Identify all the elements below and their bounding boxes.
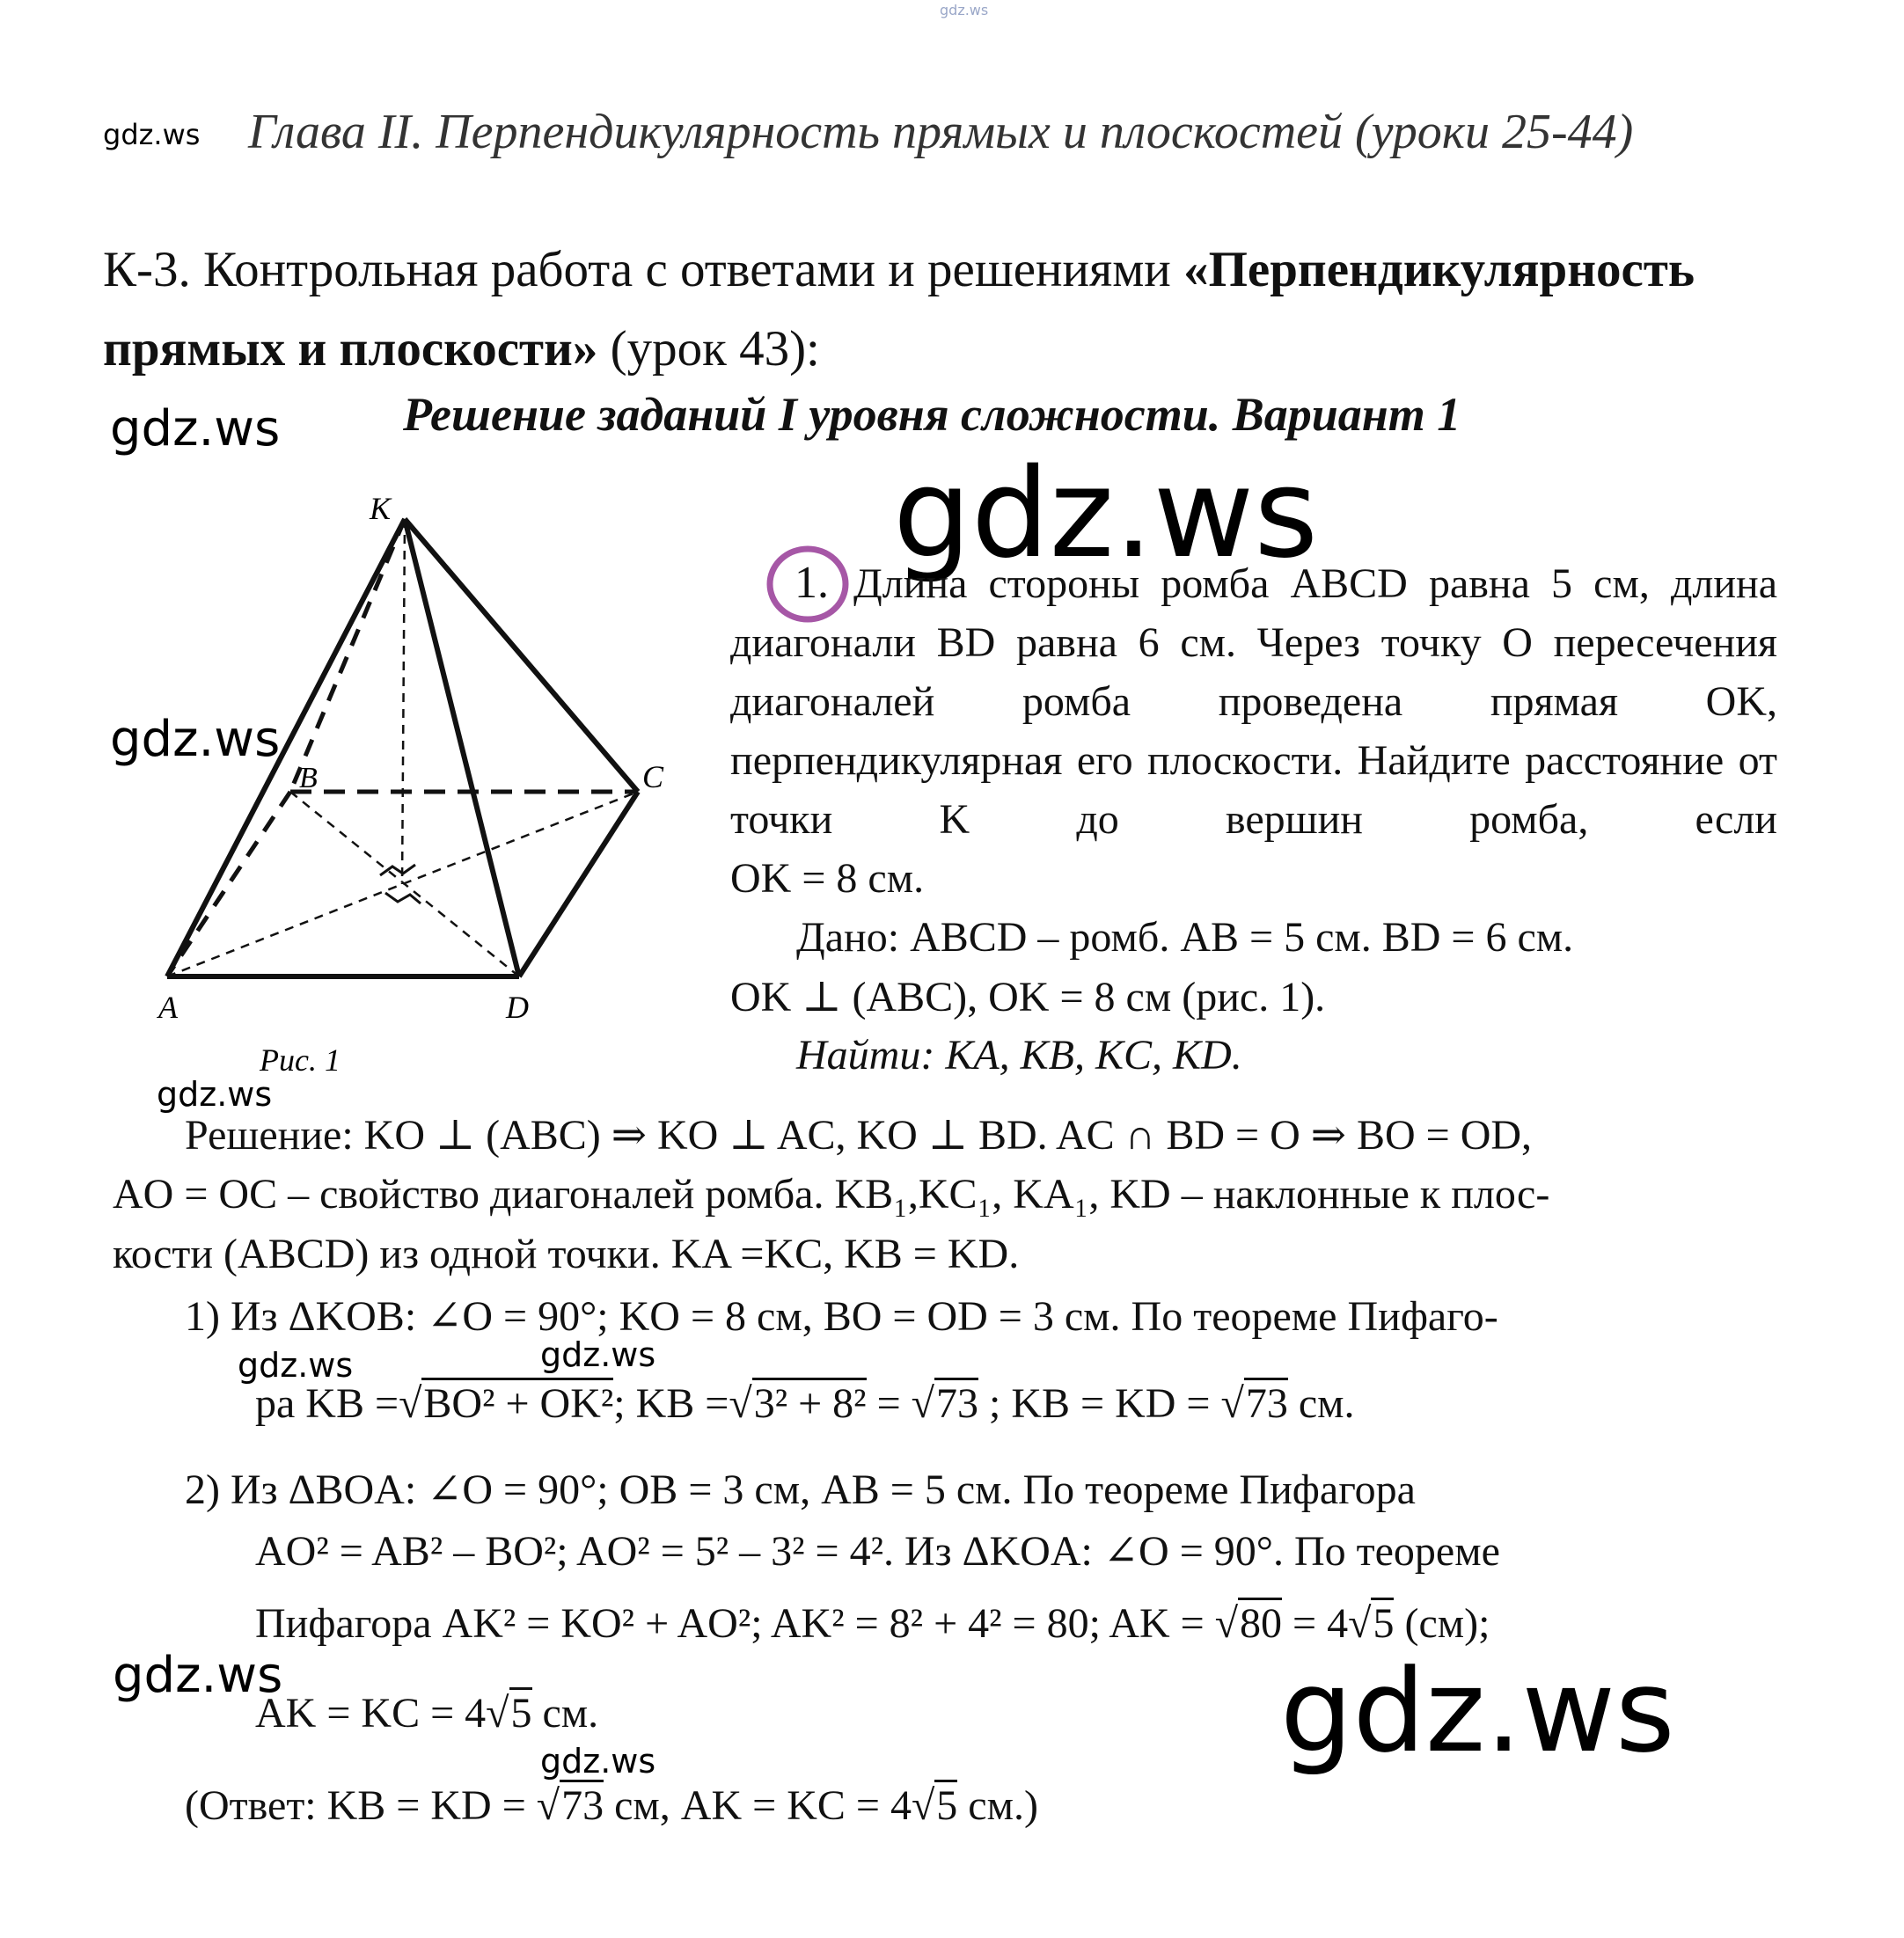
step2-c-root1: 80 (1238, 1598, 1282, 1647)
watermark-header: gdz.ws (103, 118, 201, 151)
step1-b-end: ; KB = KD = (978, 1380, 1221, 1427)
label-K: K (370, 491, 392, 526)
figure-caption: Рис. 1 (260, 1042, 341, 1078)
step1-b-eq: = (866, 1380, 912, 1427)
label-C: C (642, 759, 664, 794)
problem-body: Длина стороны ромба ABCD равна 5 см, длина диагонали BD равна 6 см. Через точку O пересечения диагоналей ромба проведена прямая OK, перпендикулярная его плоскости. Найдите расстояние от точки K до вершин ромба, если (730, 560, 1777, 843)
page-title (103, 230, 1810, 389)
step2-d-root: 5 (509, 1687, 532, 1737)
watermark-left-3: gdz.ws (113, 1647, 283, 1704)
answer-root1: 73 (560, 1780, 604, 1829)
problem-text (730, 554, 1777, 908)
step2-c-prefix: Пифагора AK² = KO² + AO²; AK² = 8² + 4² = 80; AK = (255, 1600, 1215, 1647)
step2-line-c: Пифагора AK² = KO² + AO²; AK² = 8² + 4² = 80; AK = √80 = 4√5 (см); (255, 1599, 1490, 1648)
given-line-2: OK ⊥ (ABC), OK = 8 см (рис. 1). (730, 974, 1326, 1020)
solution-line-1: Решение: KO ⊥ (ABC) ⇒ KO ⊥ AC, KO ⊥ BD. AC ∩ BD = O ⇒ BO = OD, (185, 1112, 1533, 1159)
watermark-big-top: gdz.ws (893, 442, 1319, 586)
step1-b-prefix: ра KB = (255, 1380, 399, 1427)
watermark-bottom-small: gdz.ws (540, 1742, 656, 1781)
given-line-1: Дано: ABCD – ромб. AB = 5 см. BD = 6 см. (796, 914, 1574, 961)
step2-c-mid: = 4 (1282, 1600, 1349, 1647)
step2-line-a: 2) Из ΔBOA: ∠O = 90°; OB = 3 см, AB = 5 см. По теореме Пифагора (185, 1466, 1416, 1513)
watermark-top: gdz.ws (940, 2, 989, 18)
label-B: B (299, 762, 318, 794)
title-bold: «Перпендикулярность прямых и плоскости» (103, 242, 1695, 377)
answer-root2: 5 (934, 1780, 957, 1829)
step1-b-root3: 73 (934, 1378, 978, 1427)
step2-line-b: AO² = AB² – BO²; AO² = 5² – 3² = 4². Из ΔKOA: ∠O = 90°. По теореме (255, 1528, 1500, 1575)
answer-line: (Ответ: KB = KD = √73 см, AK = KC = 4√5 см.) (185, 1781, 1038, 1830)
step1-line-a: 1) Из ΔKOB: ∠O = 90°; KO = 8 см, BO = OD = 3 см. По теореме Пифаго- (185, 1293, 1498, 1340)
watermark-mid-1: gdz.ws (238, 1346, 354, 1385)
pyramid-figure (150, 479, 695, 1086)
step1-b-unit: см. (1287, 1380, 1355, 1427)
label-D: D (506, 990, 529, 1025)
step2-line-d: AK = KC = 4√5 см. (255, 1689, 598, 1737)
step2-d-prefix: AK = KC = 4 (255, 1690, 487, 1737)
step1-b-mid: ; KB = (613, 1380, 729, 1427)
solution-line-3: кости (ABCD) из одной точки. KA =KC, KB = KD. (113, 1231, 1020, 1277)
pyramid-lines (167, 519, 638, 976)
watermark-left-2: gdz.ws (110, 711, 281, 768)
step2-c-end: (см); (1394, 1600, 1490, 1647)
step1-b-root4: 73 (1244, 1378, 1288, 1427)
step2-d-end: см. (531, 1690, 599, 1737)
section-subtitle: Решение заданий I уровня сложности. Вариант 1 (403, 388, 1461, 441)
title-suffix: (урок 43): (597, 321, 820, 377)
answer-end: см.) (957, 1782, 1038, 1829)
step1-line-b: ра KB =√BO² + OK²; KB =√3² + 8² = √73 ; KB = KD = √73 см. (255, 1379, 1355, 1428)
problem-number: 1. (795, 558, 829, 608)
watermark-mid-2: gdz.ws (540, 1335, 656, 1374)
step1-b-root2: 3² + 8² (752, 1378, 867, 1427)
watermark-big-bottom: gdz.ws (1280, 1644, 1675, 1778)
watermark-left-1: gdz.ws (110, 400, 281, 457)
watermark-figure: gdz.ws (157, 1075, 273, 1114)
step1-b-root1: BO² + OK² (421, 1378, 613, 1427)
problem-body-last: OK = 8 см. (730, 855, 925, 902)
solution-line-2: AO = OC – свойство диагоналей ромба. KB₁,KC₁, KA₁, KD – наклонные к плос- (113, 1171, 1550, 1218)
find-line: Найти: KA, KB, KC, KD. (796, 1032, 1242, 1079)
step2-c-root2: 5 (1371, 1598, 1394, 1647)
title-prefix: К-3. Контрольная работа с ответами и решениями (103, 242, 1184, 297)
label-A: A (158, 990, 178, 1025)
chapter-heading: Глава II. Перпендикулярность прямых и плоскостей (уроки 25-44) (248, 105, 1634, 159)
answer-mid: см, AK = KC = 4 (604, 1782, 912, 1829)
answer-prefix: (Ответ: KB = KD = (185, 1782, 537, 1829)
